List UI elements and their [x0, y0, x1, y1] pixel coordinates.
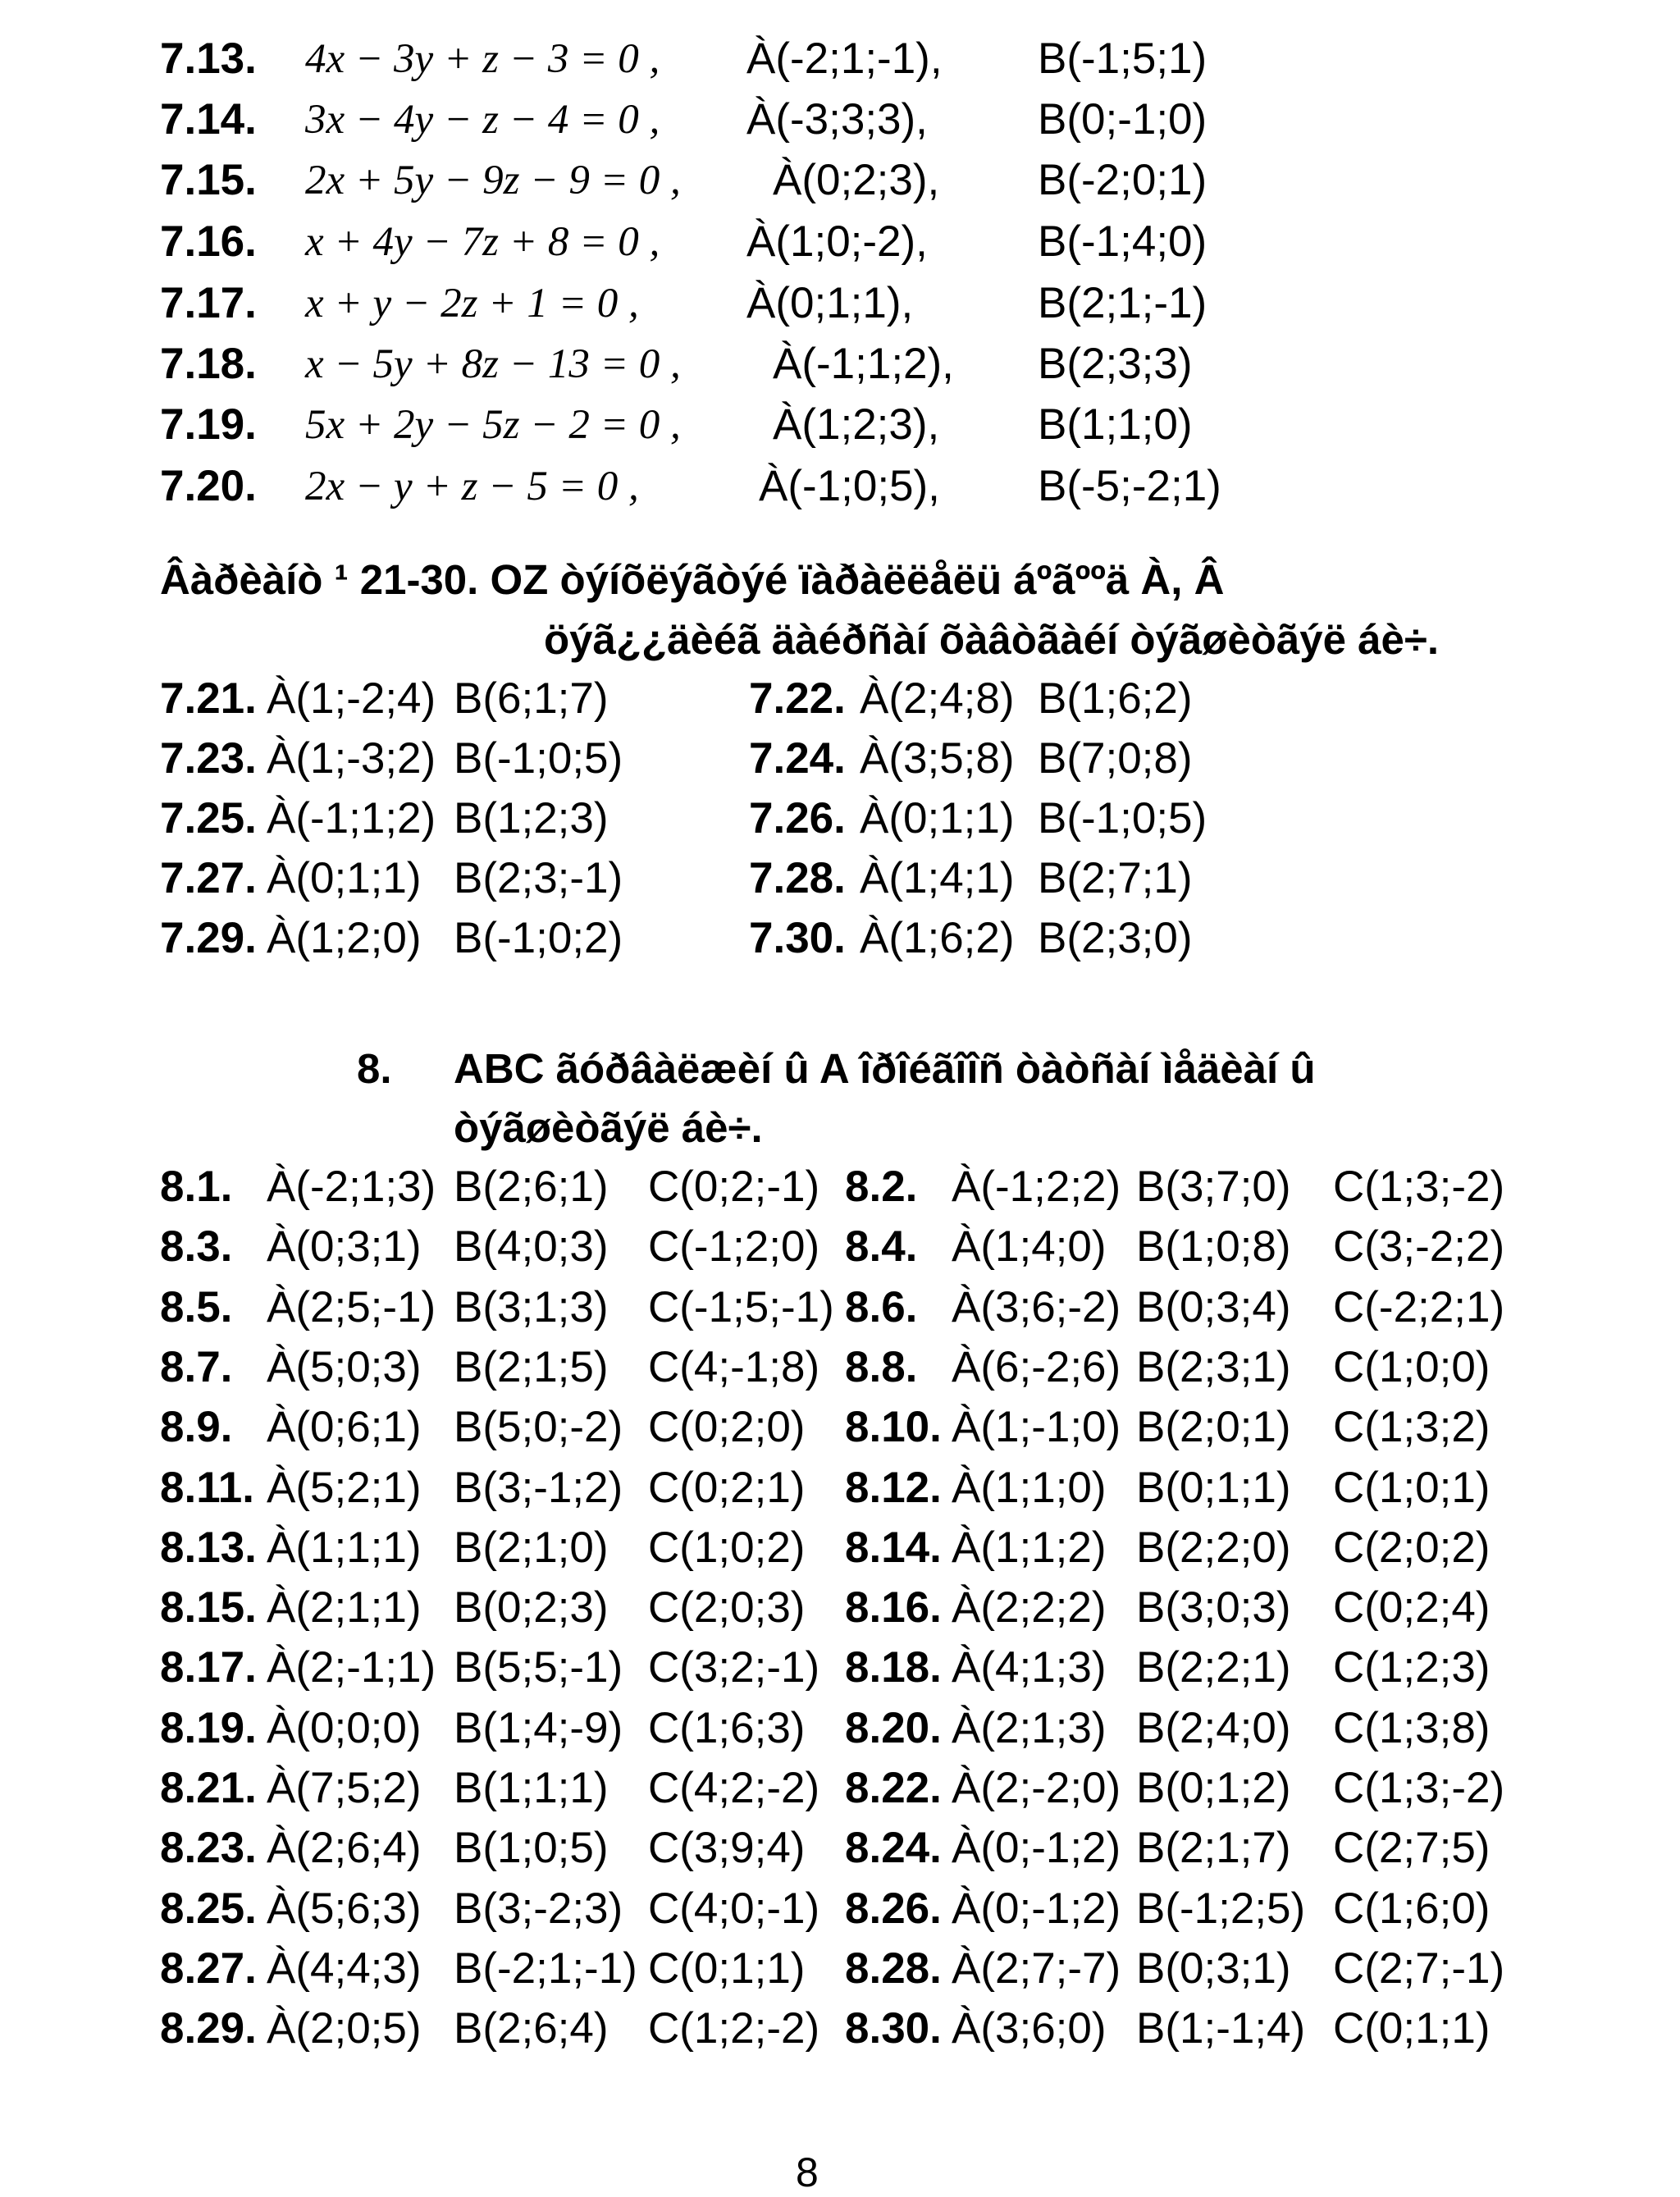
point-c: C(-2;2;1): [1333, 1283, 1505, 1331]
point-b: B(0;3;1): [1136, 1944, 1291, 1993]
point-c: C(4;-1;8): [648, 1343, 820, 1391]
point-a: À(0;1;1),: [746, 279, 914, 327]
point-a: À(-1;1;2),: [773, 340, 954, 388]
point-c: C(4;0;-1): [648, 1884, 820, 1933]
problem-number: 8.24.: [845, 1824, 942, 1872]
point-b: B(-2;0;1): [1038, 156, 1208, 204]
point-b: B(3;1;3): [454, 1283, 609, 1331]
problem-number: 8.4.: [845, 1222, 918, 1271]
problem-number: 8.10.: [845, 1403, 942, 1451]
point-b: B(3;-1;2): [454, 1464, 623, 1512]
point-c: C(2;7;-1): [1333, 1944, 1505, 1993]
point-c: C(1;0;0): [1333, 1343, 1491, 1391]
problem-number: 8.21.: [160, 1764, 257, 1812]
point-a: À(1;1;2): [952, 1523, 1107, 1572]
point-b: B(1;0;5): [454, 1824, 609, 1872]
point-a: À(1;2;0): [267, 914, 422, 962]
section-heading: ABC ãóðâàëæèí û A îðîéãîîñ òàòñàí ìåäèàí û: [454, 1045, 1316, 1092]
problem-number: 8.11.: [160, 1464, 254, 1512]
point-b: B(3;-2;3): [454, 1884, 623, 1933]
point-a: À(-1;0;5),: [759, 462, 940, 510]
point-a: À(2;5;-1): [267, 1283, 436, 1331]
point-a: À(0;0;0): [267, 1704, 422, 1752]
point-a: À(-2;1;-1),: [746, 34, 943, 83]
point-a: À(3;6;0): [952, 2004, 1107, 2053]
point-b: B(2;1;7): [1136, 1824, 1291, 1872]
point-a: À(2;1;3): [952, 1704, 1107, 1752]
plane-equation: 2x + 5y − 9z − 9 = 0 ,: [305, 158, 681, 203]
point-b: B(2;2;1): [1136, 1643, 1291, 1692]
point-c: C(-1;2;0): [648, 1222, 820, 1271]
point-a: À(0;1;1): [860, 794, 1015, 843]
problem-number: 8.8.: [845, 1343, 918, 1391]
problem-number: 7.24.: [749, 734, 846, 783]
point-b: B(2;2;0): [1136, 1523, 1291, 1572]
point-b: B(1;4;-9): [454, 1704, 623, 1752]
point-c: C(1;6;3): [648, 1704, 806, 1752]
point-b: B(4;0;3): [454, 1222, 609, 1271]
point-b: B(2;1;-1): [1038, 279, 1208, 327]
point-a: À(1;2;3),: [773, 400, 940, 449]
point-b: B(-1;0;5): [454, 734, 623, 783]
problem-number: 8.23.: [160, 1824, 257, 1872]
point-a: À(2;7;-7): [952, 1944, 1121, 1993]
problem-number: 8.25.: [160, 1884, 257, 1933]
point-a: À(1;-2;4): [267, 674, 436, 723]
problem-number: 8.17.: [160, 1643, 257, 1692]
point-b: B(-1;2;5): [1136, 1884, 1306, 1933]
point-c: C(1;0;1): [1333, 1464, 1491, 1512]
point-c: C(0;1;1): [648, 1944, 806, 1993]
point-a: À(4;4;3): [267, 1944, 422, 1993]
point-a: À(-1;1;2): [267, 794, 436, 843]
point-a: À(2;1;1): [267, 1583, 422, 1632]
problem-number: 8.3.: [160, 1222, 233, 1271]
point-b: B(2;3;3): [1038, 340, 1193, 388]
plane-equation: 4x − 3y + z − 3 = 0 ,: [305, 36, 660, 82]
point-b: B(1;6;2): [1038, 674, 1193, 723]
point-c: C(3;9;4): [648, 1824, 806, 1872]
point-b: B(5;5;-1): [454, 1643, 623, 1692]
point-a: À(4;1;3): [952, 1643, 1107, 1692]
plane-equation: 5x + 2y − 5z − 2 = 0 ,: [305, 402, 681, 448]
point-b: B(-2;1;-1): [454, 1944, 637, 1993]
point-c: C(3;2;-1): [648, 1643, 820, 1692]
plane-equation: x + 4y − 7z + 8 = 0 ,: [305, 219, 660, 265]
point-a: À(7;5;2): [267, 1764, 422, 1812]
plane-equation: 3x − 4y − z − 4 = 0 ,: [305, 97, 660, 143]
point-b: B(1;-1;4): [1136, 2004, 1306, 2053]
problem-number: 7.25.: [160, 794, 257, 843]
problem-number: 8.1.: [160, 1162, 233, 1211]
plane-equation: 2x − y + z − 5 = 0 ,: [305, 464, 639, 509]
point-a: À(2;-2;0): [952, 1764, 1121, 1812]
point-a: À(-1;2;2): [952, 1162, 1121, 1211]
problem-number: 8.14.: [845, 1523, 942, 1572]
point-b: B(-1;0;5): [1038, 794, 1208, 843]
problem-number: 7.26.: [749, 794, 846, 843]
point-b: B(1;2;3): [454, 794, 609, 843]
problem-number: 7.19.: [160, 400, 257, 449]
point-c: C(2;7;5): [1333, 1824, 1491, 1872]
point-c: C(-1;5;-1): [648, 1283, 834, 1331]
point-c: C(1;3;-2): [1333, 1162, 1505, 1211]
problem-number: 8.30.: [845, 2004, 942, 2053]
problem-number: 7.16.: [160, 217, 257, 266]
point-b: B(0;-1;0): [1038, 95, 1208, 144]
problem-number: 7.21.: [160, 674, 257, 723]
point-b: B(2;3;0): [1038, 914, 1193, 962]
problem-number: 7.13.: [160, 34, 257, 83]
point-b: B(2;1;0): [454, 1523, 609, 1572]
heading-line-1: Âàðèàíò ¹ 21-30. OZ òýíõëýãòýé ïàðàëëåëü áºãººä À, Â: [160, 556, 1225, 603]
problem-number: 8.6.: [845, 1283, 918, 1331]
point-a: À(6;-2;6): [952, 1343, 1121, 1391]
problem-number: 7.27.: [160, 854, 257, 902]
point-c: C(1;3;8): [1333, 1704, 1491, 1752]
point-b: B(6;1;7): [454, 674, 609, 723]
point-c: C(0;2;1): [648, 1464, 806, 1512]
point-b: B(1;0;8): [1136, 1222, 1291, 1271]
problem-number: 8.16.: [845, 1583, 942, 1632]
point-a: À(5;6;3): [267, 1884, 422, 1933]
point-c: C(2;0;3): [648, 1583, 806, 1632]
point-b: B(0;1;1): [1136, 1464, 1291, 1512]
point-a: À(0;2;3),: [773, 156, 940, 204]
problem-number: 7.22.: [749, 674, 846, 723]
page-number: 8: [796, 2149, 819, 2195]
problem-number: 8.28.: [845, 1944, 942, 1993]
section-heading-line-2: òýãøèòãýë áè÷.: [454, 1104, 763, 1151]
point-b: B(2;6;1): [454, 1162, 609, 1211]
point-b: B(-1;5;1): [1038, 34, 1208, 83]
point-b: B(0;2;3): [454, 1583, 609, 1632]
point-b: B(3;0;3): [1136, 1583, 1291, 1632]
point-c: C(1;2;3): [1333, 1643, 1491, 1692]
point-c: C(1;6;0): [1333, 1884, 1491, 1933]
point-a: À(1;1;0): [952, 1464, 1107, 1512]
point-b: B(5;0;-2): [454, 1403, 623, 1451]
problem-number: 8.2.: [845, 1162, 918, 1211]
problem-number: 7.20.: [160, 462, 257, 510]
point-c: C(2;0;2): [1333, 1523, 1491, 1572]
point-b: B(0;3;4): [1136, 1283, 1291, 1331]
problem-number: 7.29.: [160, 914, 257, 962]
point-c: C(0;2;-1): [648, 1162, 820, 1211]
point-c: C(1;3;2): [1333, 1403, 1491, 1451]
point-a: À(1;0;-2),: [746, 217, 928, 266]
plane-equation: x − 5y + 8z − 13 = 0 ,: [305, 341, 681, 387]
section-number: 8.: [357, 1045, 392, 1092]
point-b: B(2;4;0): [1136, 1704, 1291, 1752]
point-b: B(-1;0;2): [454, 914, 623, 962]
problem-number: 8.29.: [160, 2004, 257, 2053]
point-b: B(2;3;-1): [454, 854, 623, 902]
section-heading-line-2: öýã¿¿äèéã äàéðñàí õàâòãàéí òýãøèòãýë áè÷.: [544, 616, 1440, 663]
point-a: À(0;1;1): [267, 854, 422, 902]
point-a: À(1;4;0): [952, 1222, 1107, 1271]
point-b: B(2;6;4): [454, 2004, 609, 2053]
point-a: À(0;-1;2): [952, 1824, 1121, 1872]
point-a: À(0;-1;2): [952, 1884, 1121, 1933]
point-b: B(-5;-2;1): [1038, 462, 1221, 510]
point-a: À(3;6;-2): [952, 1283, 1121, 1331]
problem-number: 8.7.: [160, 1343, 233, 1391]
problem-number: 7.15.: [160, 156, 257, 204]
point-a: À(0;6;1): [267, 1403, 422, 1451]
point-c: C(1;3;-2): [1333, 1764, 1505, 1812]
problem-number: 8.26.: [845, 1884, 942, 1933]
point-a: À(-2;1;3): [267, 1162, 436, 1211]
problem-number: 8.15.: [160, 1583, 257, 1632]
problem-number: 8.22.: [845, 1764, 942, 1812]
point-c: C(0;1;1): [1333, 2004, 1491, 2053]
point-a: À(2;6;4): [267, 1824, 422, 1872]
problem-number: 8.18.: [845, 1643, 942, 1692]
point-a: À(3;5;8): [860, 734, 1015, 783]
point-c: C(0;2;4): [1333, 1583, 1491, 1632]
section-heading: [160, 551, 1554, 609]
point-b: B(-1;4;0): [1038, 217, 1208, 266]
point-c: C(3;-2;2): [1333, 1222, 1505, 1271]
point-b: B(2;0;1): [1136, 1403, 1291, 1451]
point-b: B(3;7;0): [1136, 1162, 1291, 1211]
point-a: À(2;0;5): [267, 2004, 422, 2053]
point-a: À(1;4;1): [860, 854, 1015, 902]
point-b: B(2;7;1): [1038, 854, 1193, 902]
point-c: C(1;0;2): [648, 1523, 806, 1572]
point-b: B(2;1;5): [454, 1343, 609, 1391]
problem-number: 8.27.: [160, 1944, 257, 1993]
point-a: À(0;3;1): [267, 1222, 422, 1271]
point-b: B(1;1;1): [454, 1764, 609, 1812]
point-c: C(4;2;-2): [648, 1764, 820, 1812]
problem-number: 7.28.: [749, 854, 846, 902]
problem-number: 7.17.: [160, 279, 257, 327]
point-b: B(0;1;2): [1136, 1764, 1291, 1812]
point-b: B(1;1;0): [1038, 400, 1193, 449]
point-a: À(2;4;8): [860, 674, 1015, 723]
point-a: À(1;-1;0): [952, 1403, 1121, 1451]
point-a: À(2;2;2): [952, 1583, 1107, 1632]
point-a: À(-3;3;3),: [746, 95, 928, 144]
point-a: À(1;6;2): [860, 914, 1015, 962]
problem-number: 8.13.: [160, 1523, 257, 1572]
point-a: À(1;-3;2): [267, 734, 436, 783]
point-a: À(5;0;3): [267, 1343, 422, 1391]
problem-number: 7.14.: [160, 95, 257, 144]
problem-number: 7.23.: [160, 734, 257, 783]
point-c: C(0;2;0): [648, 1403, 806, 1451]
plane-equation: x + y − 2z + 1 = 0 ,: [305, 281, 639, 327]
point-a: À(2;-1;1): [267, 1643, 436, 1692]
point-c: C(1;2;-2): [648, 2004, 820, 2053]
problem-number: 8.9.: [160, 1403, 233, 1451]
point-a: À(5;2;1): [267, 1464, 422, 1512]
problem-number: 8.5.: [160, 1283, 233, 1331]
point-a: À(1;1;1): [267, 1523, 422, 1572]
point-b: B(7;0;8): [1038, 734, 1193, 783]
problem-number: 8.19.: [160, 1704, 257, 1752]
point-b: B(2;3;1): [1136, 1343, 1291, 1391]
problem-number: 8.12.: [845, 1464, 942, 1512]
problem-number: 7.30.: [749, 914, 846, 962]
problem-number: 8.20.: [845, 1704, 942, 1752]
problem-number: 7.18.: [160, 340, 257, 388]
